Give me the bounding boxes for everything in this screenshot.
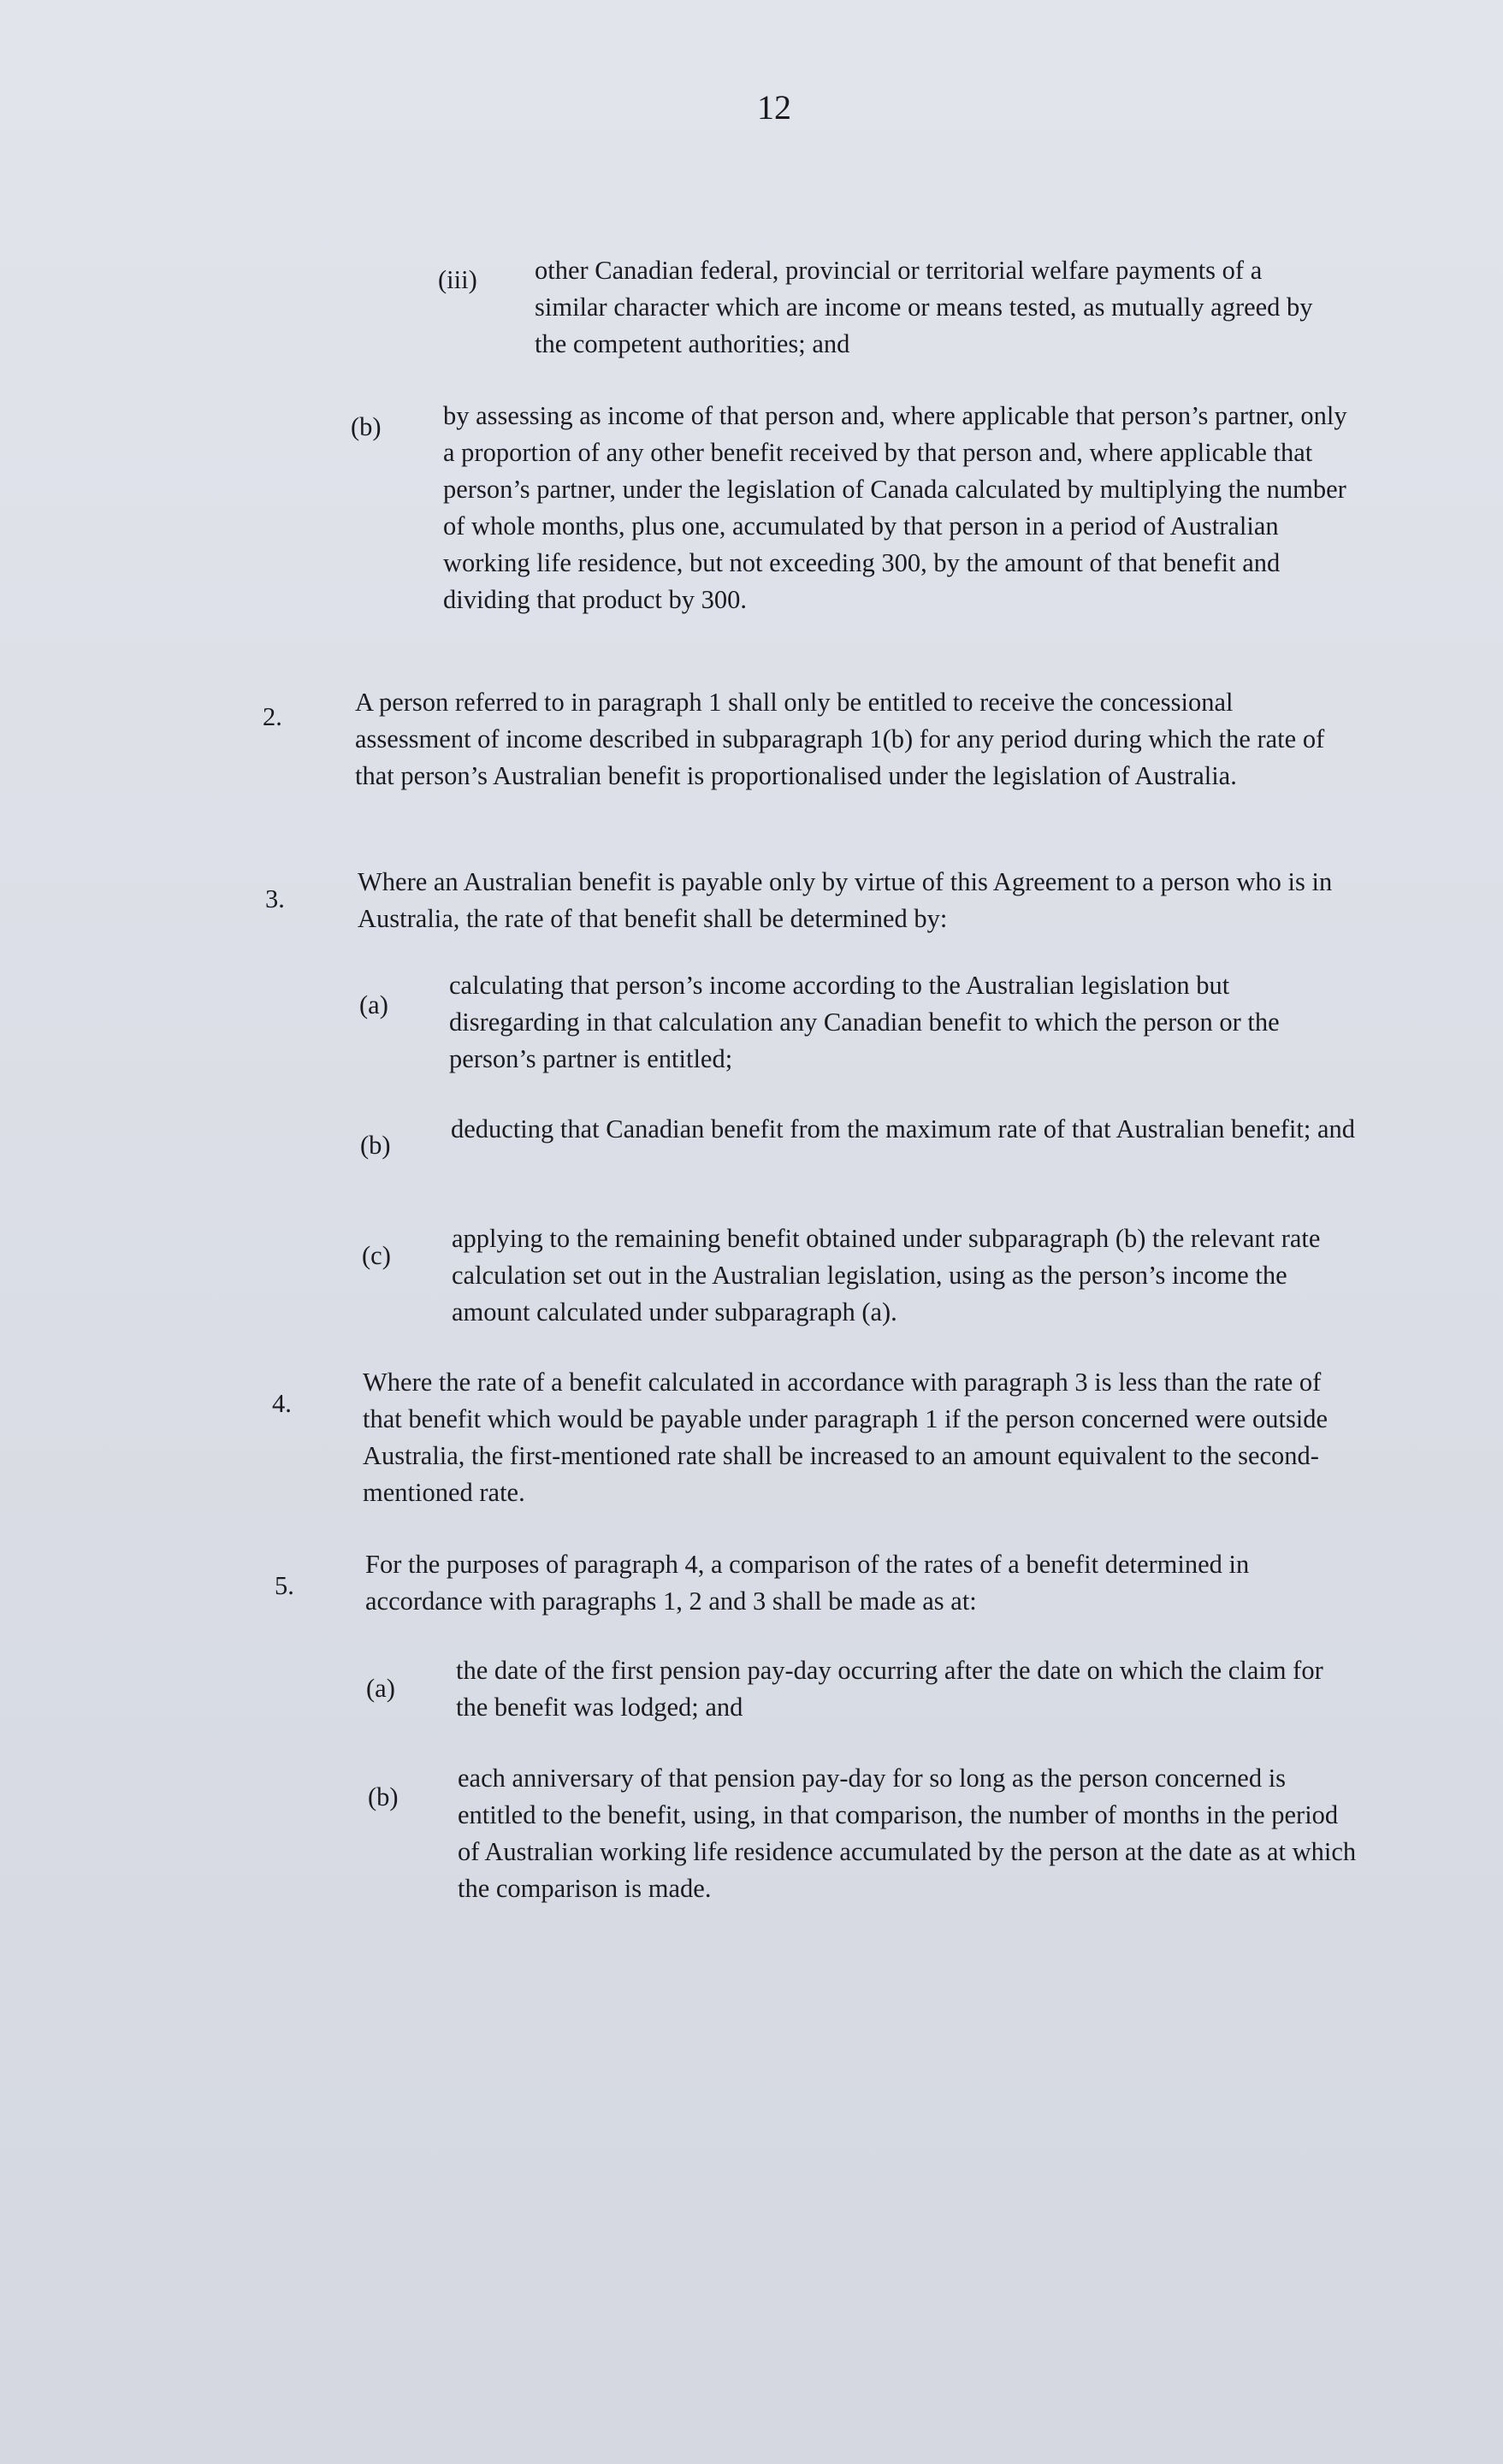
item-label: (c) (362, 1241, 391, 1270)
item-text: applying to the remaining benefit obtained under subparagraph (b) the relevant rate calculation set out in the Australian legislation, using as the person’s income the amount calculated under subparagraph (a). (452, 1224, 1321, 1327)
item-label: 4. (272, 1389, 292, 1418)
item-text: calculating that person’s income according to the Australian legislation but disregarding in that calculation any Canadian benefit to which the person or the person’s partner is entitled; (449, 971, 1280, 1073)
item-label: (b) (351, 412, 382, 441)
item-label: 3. (265, 884, 285, 913)
page-number: 12 (757, 88, 791, 127)
item-text: the date of the first pension pay-day occurring after the date on which the claim for the benefit was lodged; and (456, 1656, 1323, 1722)
item-text: by assessing as income of that person and, where applicable that person’s partner, only a proportion of any other benefit received by that person and, where applicable that person’s partner, under the legislation of Canada calculated by multiplying the number of whole months, plus one, accumulated by that person in a period of Australian working life residence, but not exceeding 300, by the amount of that benefit and dividing that product by 300. (443, 401, 1347, 614)
item-text: other Canadian federal, provincial or territorial welfare payments of a similar character which are income or means tested, as mutually agreed by the competent authorities; and (535, 256, 1313, 358)
item-label: (a) (366, 1674, 395, 1703)
item-label: (a) (359, 990, 388, 1019)
item-text: Where an Australian benefit is payable only by virtue of this Agreement to a person who is in Australia, the rate of that benefit shall be determined by: (358, 867, 1333, 933)
item-label: 5. (275, 1571, 294, 1600)
item-text: A person referred to in paragraph 1 shall only be entitled to receive the concessional assessment of income described in subparagraph 1(b) for any period during which the rate of that person’s Australian benefit is proportionalised under the legislation of Australia. (355, 688, 1325, 790)
item-label: 2. (263, 702, 282, 731)
item-text: each anniversary of that pension pay-day for so long as the person concerned is entitled to the benefit, using, in that comparison, the number of months in the period of Australian working life residence accumulated by the person at the date as at which the comparison is made. (458, 1764, 1357, 1903)
item-label: (b) (360, 1131, 391, 1160)
item-text: deducting that Canadian benefit from the maximum rate of that Australian benefit; and (451, 1114, 1356, 1143)
item-label: (iii) (438, 265, 477, 294)
item-label: (b) (368, 1782, 399, 1811)
item-text: For the purposes of paragraph 4, a comparison of the rates of a benefit determined in accordance with paragraphs 1, 2 and 3 shall be made as at: (365, 1550, 1250, 1616)
item-text: Where the rate of a benefit calculated in accordance with paragraph 3 is less than the rate of that benefit which would be payable under paragraph 1 if the person concerned were outside Australia, the first-mentioned rate shall be increased to an amount equivalent to the second-mentioned rate. (363, 1368, 1328, 1507)
